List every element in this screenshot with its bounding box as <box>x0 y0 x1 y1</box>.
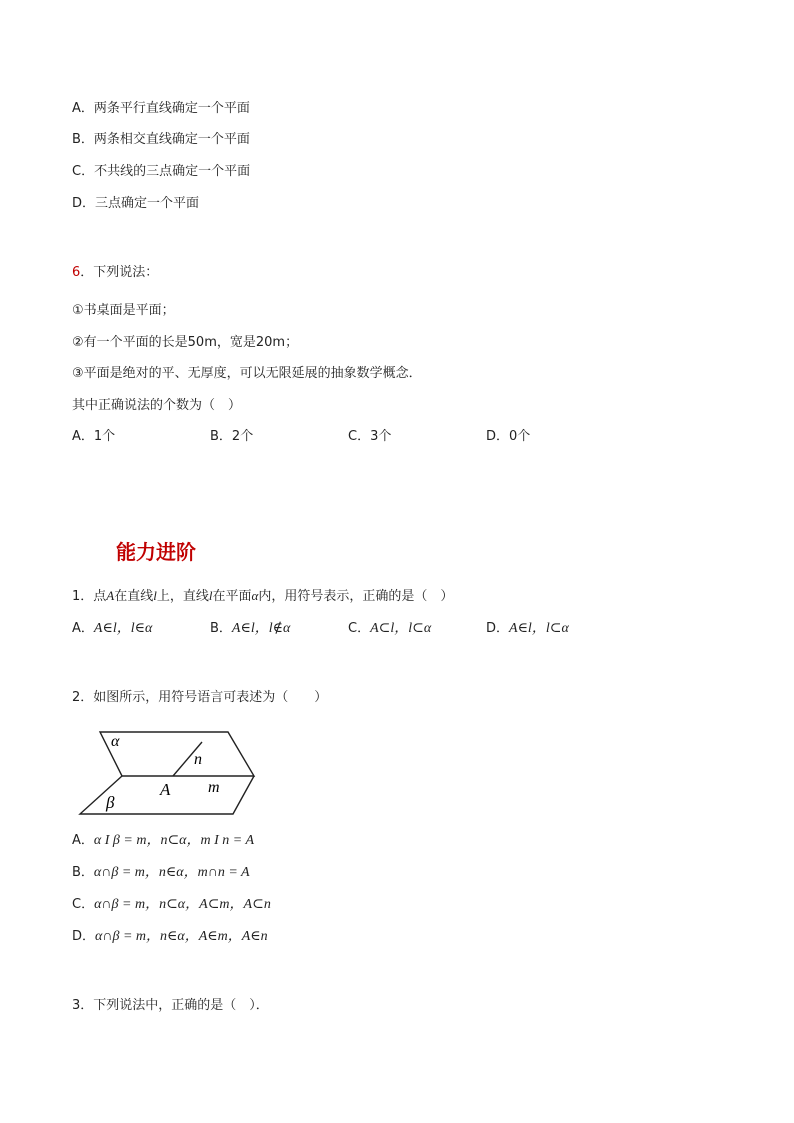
option-label: D． <box>486 621 510 636</box>
p1-stem-part: 内，用符号表示，正确的是（ ） <box>258 589 454 604</box>
p2-option-d <box>72 928 268 946</box>
p1-stem-math: l <box>153 588 157 603</box>
q6-question: 其中正确说法的个数为（ ） <box>72 398 242 413</box>
p1-stem-math: l <box>208 588 213 603</box>
p2-option-a <box>72 832 254 850</box>
p1-stem-part: 1．点 <box>72 589 107 604</box>
p1-stem-part: 上，直线 <box>156 589 209 604</box>
q6-option-a: A．1个 <box>72 429 116 444</box>
label-m: m <box>208 779 220 796</box>
p1-stem-math: α <box>251 588 259 603</box>
p1-option-b <box>210 620 290 638</box>
label-point-a: A <box>160 780 171 799</box>
option-math: A∈l，l∉α <box>231 621 291 636</box>
option-math: α∩β = m，n∈α，m∩n = A <box>93 865 250 880</box>
q5-option-a: A．两条平行直线确定一个平面 <box>72 101 250 116</box>
q6-option-b: B．2个 <box>210 429 254 444</box>
option-label: A． <box>72 833 94 848</box>
option-math: α I β = m，n⊂α，m I n = A <box>93 833 255 848</box>
option-math: A∈l，l∈α <box>93 621 153 636</box>
p1-stem-math: A <box>106 588 115 603</box>
option-math: A∈l，l⊂α <box>509 621 569 636</box>
option-label: D． <box>72 929 96 944</box>
option-label: A． <box>72 621 94 636</box>
q6-option-c: C．3个 <box>348 429 392 444</box>
p1-option-a <box>72 620 152 638</box>
q5-option-b: B．两条相交直线确定一个平面 <box>72 132 250 147</box>
q6-stem <box>72 264 158 282</box>
q6-stem-text: ．下列说法： <box>80 265 159 280</box>
q5-option-c: C．不共线的三点确定一个平面 <box>72 164 251 179</box>
p1-option-d <box>486 620 569 638</box>
section-title: 能力进阶 <box>116 540 196 564</box>
option-label: C． <box>348 621 371 636</box>
option-math: α∩β = m，n∈α，A∈m，A∈n <box>95 929 268 944</box>
label-beta: β <box>106 793 115 812</box>
p1-stem <box>72 587 453 606</box>
q6-item-2: ②有一个平面的长是50m，宽是20m； <box>72 335 299 350</box>
p1-stem-part: 在平面 <box>212 589 252 604</box>
label-alpha: α <box>111 733 120 750</box>
q5-option-d: D．三点确定一个平面 <box>72 196 200 211</box>
plane-alpha <box>100 732 254 776</box>
option-label: C． <box>72 897 95 912</box>
p1-option-c <box>348 620 431 638</box>
p2-option-c <box>72 896 271 914</box>
label-n: n <box>194 751 202 768</box>
q6-item-3: ③平面是绝对的平、无厚度，可以无限延展的抽象数学概念． <box>72 366 422 381</box>
p1-stem-part: 在直线 <box>114 589 154 604</box>
option-math: A⊂l，l⊂α <box>370 621 432 636</box>
option-label: B． <box>210 621 232 636</box>
planes-figure <box>78 730 263 818</box>
q6-option-d: D．0个 <box>486 429 531 444</box>
p2-option-b <box>72 864 250 882</box>
option-math: α∩β = m，n⊂α，A⊂m，A⊂n <box>94 897 271 912</box>
p3-stem: 3．下列说法中，正确的是（ ）． <box>72 998 269 1013</box>
p2-stem: 2．如图所示，用符号语言可表述为（ ） <box>72 690 328 705</box>
q6-item-1: ①书桌面是平面； <box>72 303 175 318</box>
option-label: B． <box>72 865 94 880</box>
q6-number: 6 <box>72 265 81 280</box>
